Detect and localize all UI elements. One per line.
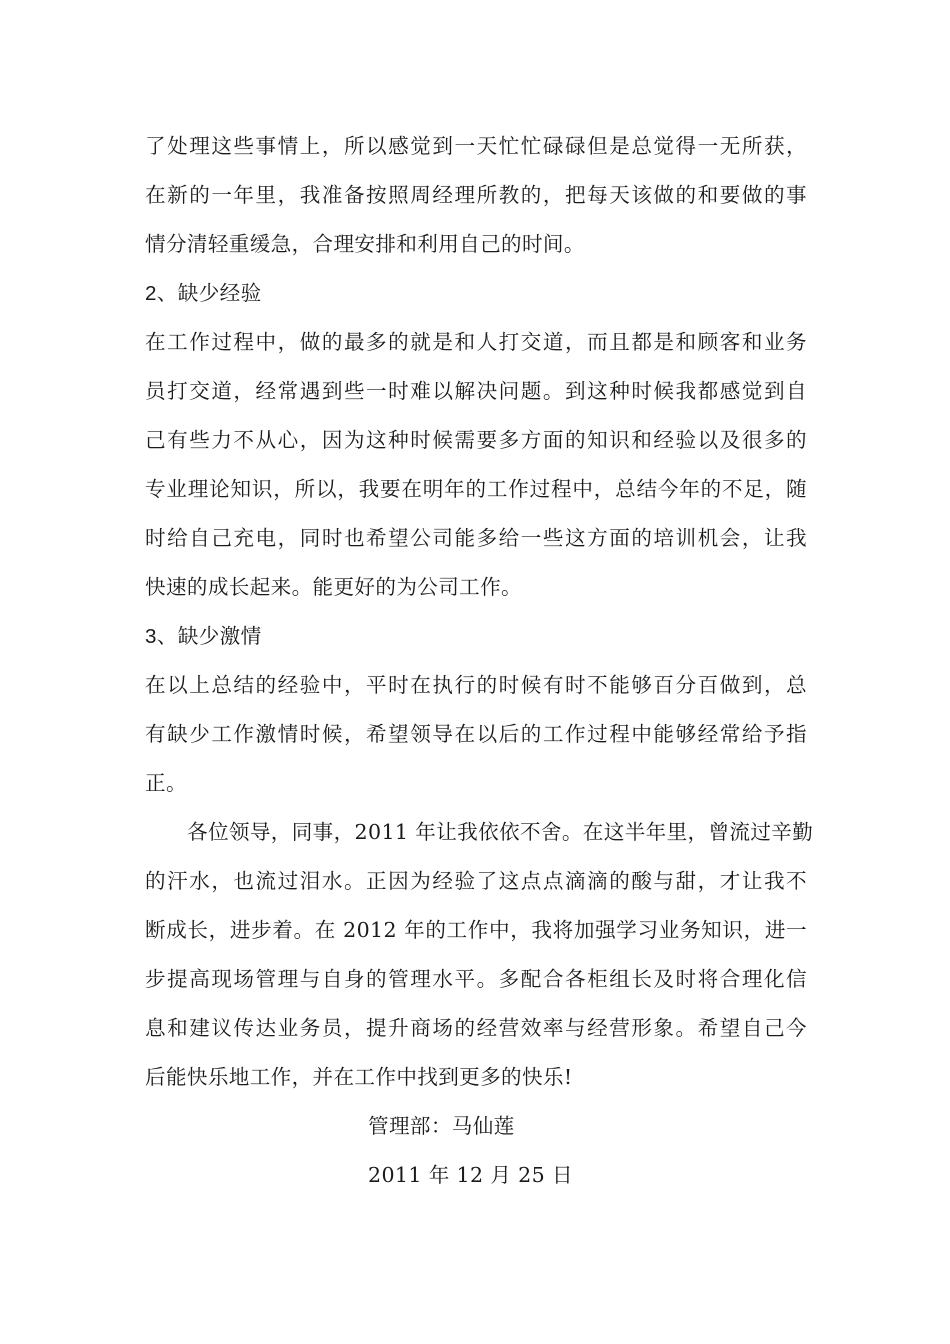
section-heading: 3、缺少激情 (145, 625, 262, 648)
paragraph-line: 快速的成长起来。能更好的为公司工作。 (145, 575, 522, 599)
paragraph-line: 正。 (145, 771, 187, 795)
paragraph-line: 时给自己充电，同时也希望公司能多给一些这方面的培训机会，让我 (145, 526, 807, 550)
paragraph-line: 的汗水，也流过泪水。正因为经验了这点点滴滴的酸与甜，才让我不 (145, 869, 807, 893)
signature-author: 管理部：马仙莲 (368, 1114, 515, 1138)
paragraph-line: 断成长，进步着。在 2012 年的工作中，我将加强学习业务知识，进一 (145, 918, 807, 942)
paragraph-line: 在以上总结的经验中，平时在执行的时候有时不能够百分百做到，总 (145, 673, 807, 697)
paragraph-line: 各位领导，同事，2011 年让我依依不舍。在这半年里，曾流过辛勤 (187, 820, 814, 844)
paragraph-line: 己有些力不从心，因为这种时候需要多方面的知识和经验以及很多的 (145, 428, 807, 452)
section-heading: 2、缺少经验 (145, 282, 262, 305)
paragraph-line: 息和建议传达业务员，提升商场的经营效率与经营形象。希望自己今 (145, 1016, 807, 1040)
paragraph-line: 情分清轻重缓急，合理安排和利用自己的时间。 (145, 232, 585, 256)
signature-date: 2011 年 12 月 25 日 (368, 1163, 573, 1187)
document-page (145, 122, 814, 1200)
closing-paragraph (145, 808, 814, 1102)
paragraph-line: 步提高现场管理与自身的管理水平。多配合各柜组长及时将合理化信 (145, 967, 807, 991)
section2 (145, 269, 807, 612)
paragraph-line: 后能快乐地工作，并在工作中找到更多的快乐! (145, 1065, 573, 1089)
section3 (145, 612, 807, 808)
paragraph-line: 有缺少工作激情时候，希望领导在以后的工作过程中能够经常给予指 (145, 722, 807, 746)
paragraph-line: 专业理论知识，所以，我要在明年的工作过程中，总结今年的不足，随 (145, 477, 807, 501)
signature-block (145, 1102, 807, 1200)
paragraph-line: 在新的一年里，我准备按照周经理所教的，把每天该做的和要做的事 (145, 183, 807, 207)
paragraph-line: 在工作过程中，做的最多的就是和人打交道，而且都是和顾客和业务 (145, 330, 807, 354)
paragraph-line: 了处理这些事情上，所以感觉到一天忙忙碌碌但是总觉得一无所获， (145, 134, 807, 158)
section1-tail (145, 122, 807, 269)
paragraph-line: 员打交道，经常遇到些一时难以解决问题。到这种时候我都感觉到自 (145, 379, 807, 403)
